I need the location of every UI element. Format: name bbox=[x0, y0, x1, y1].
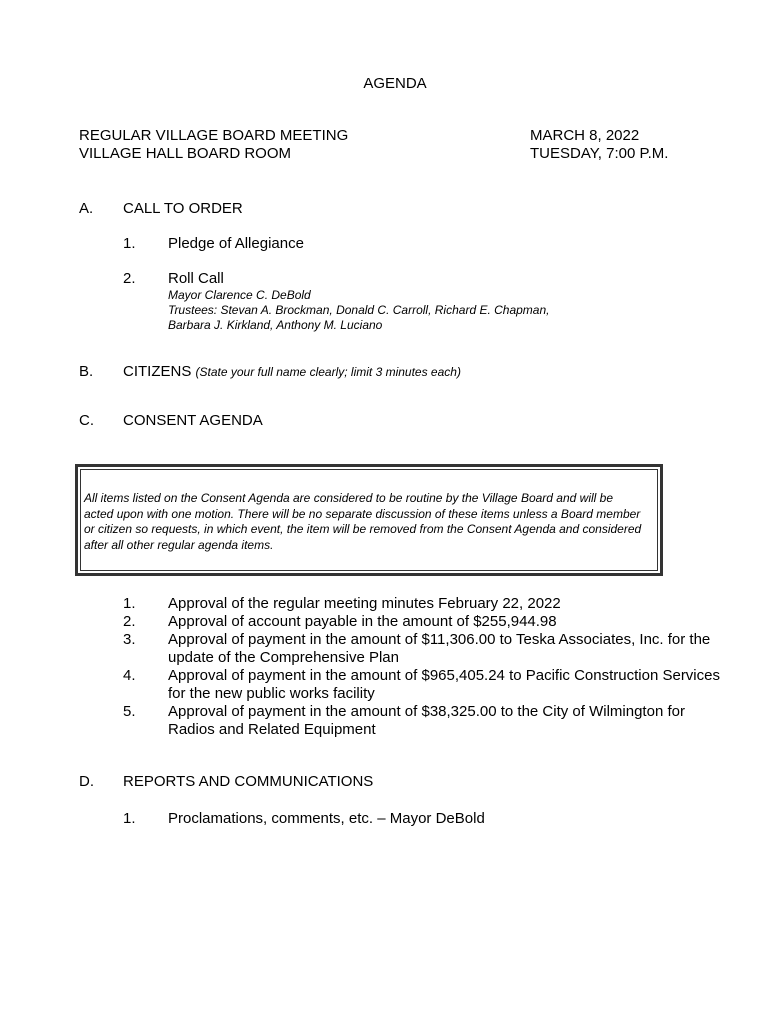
section-c-letter: C. bbox=[79, 412, 94, 429]
consent-item-1-text: Approval of the regular meeting minutes February 22, 2022 bbox=[168, 595, 561, 612]
section-d-title: REPORTS AND COMMUNICATIONS bbox=[123, 773, 374, 790]
meeting-day-time: TUESDAY, 7:00 P.M. bbox=[530, 145, 669, 162]
section-c-title: CONSENT AGENDA bbox=[123, 412, 263, 429]
roll-call-trustees-line-2: Barbara J. Kirkland, Anthony M. Luciano bbox=[168, 318, 383, 332]
section-b-note: (State your full name clearly; limit 3 minutes each) bbox=[195, 365, 461, 379]
consent-item-5-text-line-1: Approval of payment in the amount of $38,325.00 to the City of Wilmington for bbox=[168, 703, 685, 720]
section-b-letter: B. bbox=[79, 363, 94, 380]
section-a-item-2-text: Roll Call bbox=[168, 270, 224, 287]
meeting-name: REGULAR VILLAGE BOARD MEETING bbox=[79, 127, 349, 144]
consent-item-2-text: Approval of account payable in the amount of $255,944.98 bbox=[168, 613, 557, 630]
roll-call-trustees-line-1: Trustees: Stevan A. Brockman, Donald C. Carroll, Richard E. Chapman, bbox=[168, 303, 550, 317]
section-a-item-1-text: Pledge of Allegiance bbox=[168, 235, 304, 252]
meeting-date: MARCH 8, 2022 bbox=[530, 127, 640, 144]
section-d-item-1-text: Proclamations, comments, etc. – Mayor DeBold bbox=[168, 810, 485, 827]
section-a-item-1-number: 1. bbox=[123, 235, 136, 252]
consent-item-3-text-line-2: update of the Comprehensive Plan bbox=[168, 649, 399, 666]
consent-item-5-number: 5. bbox=[123, 703, 136, 720]
section-b-title: CITIZENS bbox=[123, 363, 192, 380]
section-a-item-2-number: 2. bbox=[123, 270, 136, 287]
consent-item-2-number: 2. bbox=[123, 613, 136, 630]
consent-item-1-number: 1. bbox=[123, 595, 136, 612]
consent-item-3-number: 3. bbox=[123, 631, 136, 648]
consent-item-3-text-line-1: Approval of payment in the amount of $11,306.00 to Teska Associates, Inc. for the bbox=[168, 631, 711, 648]
consent-agenda-note: All items listed on the Consent Agenda are considered to be routine by the Village Board and will be acted upon with one motion. There will be no separate discussion of these items unless a Board member or citizen so requests, in which event, the item will be removed from the Consent Agenda and considered after all other regular agenda items. bbox=[84, 491, 642, 552]
section-a-title: CALL TO ORDER bbox=[123, 200, 243, 217]
roll-call-mayor: Mayor Clarence C. DeBold bbox=[168, 288, 311, 302]
section-a-letter: A. bbox=[79, 200, 94, 217]
section-d-item-1-number: 1. bbox=[123, 810, 136, 827]
meeting-room: VILLAGE HALL BOARD ROOM bbox=[79, 145, 292, 162]
section-d-letter: D. bbox=[79, 773, 94, 790]
consent-item-4-number: 4. bbox=[123, 667, 136, 684]
consent-item-4-text-line-2: for the new public works facility bbox=[168, 685, 375, 702]
consent-item-5-text-line-2: Radios and Related Equipment bbox=[168, 721, 376, 738]
section-b-heading bbox=[123, 363, 461, 381]
agenda-title: AGENDA bbox=[363, 75, 427, 92]
consent-item-4-text-line-1: Approval of payment in the amount of $965,405.24 to Pacific Construction Services bbox=[168, 667, 720, 684]
